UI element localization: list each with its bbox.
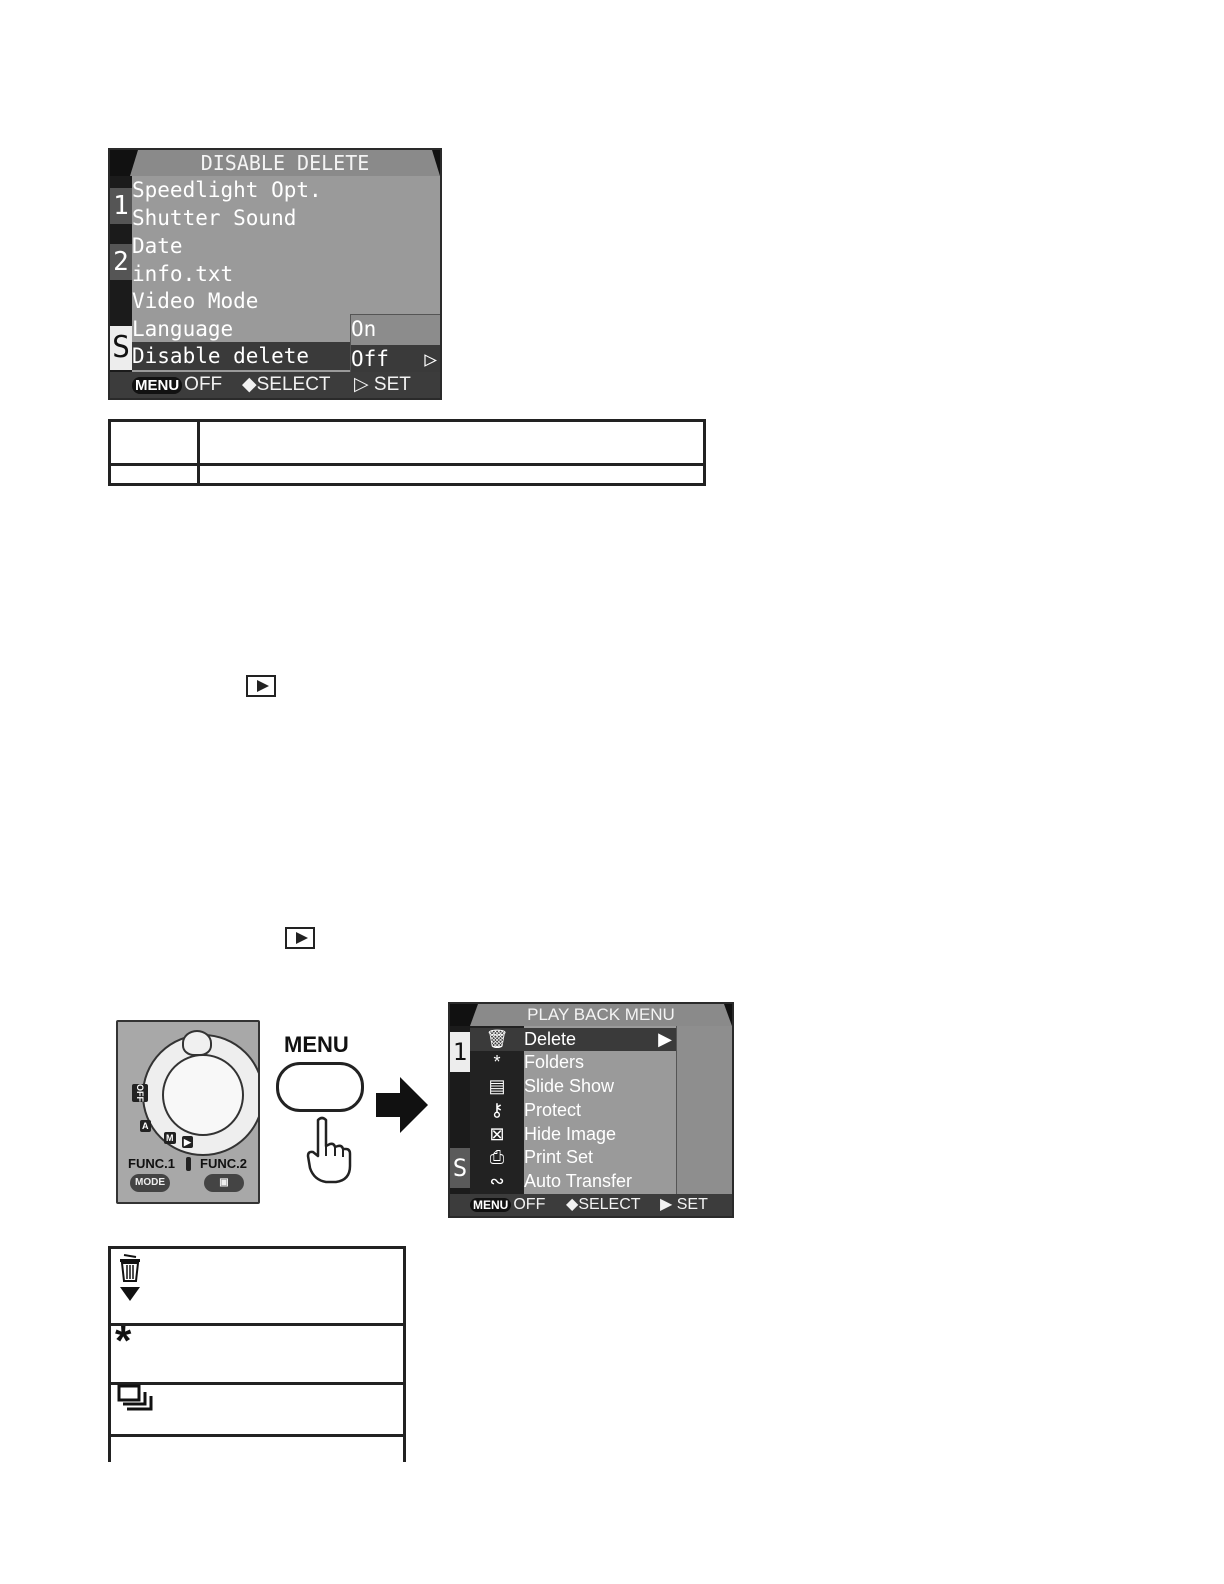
status-off: OFF [184, 374, 223, 395]
play-icon [285, 927, 315, 949]
folders-link[interactable] [157, 1343, 215, 1363]
status-set: SET [676, 1196, 708, 1213]
status-select: SELECT [256, 374, 331, 395]
menu-badge: MENU [132, 377, 182, 394]
menu-tabs [110, 176, 132, 372]
up-down-icon: ◆ [242, 374, 257, 395]
tab-1[interactable]: 1 [450, 1032, 470, 1072]
dial-mark-off: OFF [132, 1084, 148, 1102]
playback-menu-list [470, 1028, 676, 1194]
options-table [108, 419, 706, 486]
menu-item-language[interactable]: Language [132, 317, 234, 341]
menu-button[interactable] [276, 1062, 364, 1112]
menu-item-print-set[interactable] [470, 1146, 676, 1169]
menu-item-label: Slide Show [524, 1076, 615, 1096]
menu-item-label: Delete [524, 1029, 577, 1049]
menu-item-label: Auto Transfer [524, 1171, 633, 1191]
menu-item-slide-show[interactable] [470, 1075, 676, 1098]
option-popup [350, 314, 441, 373]
dial-mark-auto: A [142, 1121, 149, 1131]
func1-label: FUNC.1 [128, 1156, 175, 1171]
hand-pointer-icon [306, 1116, 352, 1184]
mode-dial-panel [116, 1020, 260, 1204]
slideshow-icon [117, 1384, 153, 1412]
up-down-icon: ◆ [566, 1196, 579, 1213]
asterisk-icon: * [115, 1317, 132, 1364]
right-triangle-icon: ▷ [354, 374, 374, 395]
hide-image-icon: ⊠ [489, 1124, 505, 1144]
playback-options-table [108, 1246, 406, 1462]
table-row [111, 1382, 403, 1437]
mode-button[interactable]: MODE [130, 1174, 170, 1192]
page-link[interactable] [126, 1538, 266, 1558]
right-triangle-icon: ▶ [660, 1196, 677, 1213]
menu-item-video-mode[interactable]: Video Mode [132, 289, 259, 313]
func-divider [186, 1157, 191, 1171]
setup-menu-screen [108, 148, 442, 400]
trash-icon: 🗑 [485, 1029, 509, 1049]
menu-item-delete[interactable] [470, 1028, 676, 1051]
option-off-label: Off [351, 347, 389, 371]
status-set: SET [373, 374, 411, 395]
print-icon: ⎙ [489, 1147, 505, 1167]
tab-setup[interactable]: S [450, 1148, 470, 1188]
exposure-comp-button[interactable]: ▣ [204, 1174, 244, 1192]
delete-link[interactable] [153, 1281, 205, 1301]
tab-2[interactable]: 2 [110, 244, 132, 280]
tab-setup[interactable]: S [110, 326, 132, 370]
table-cell [199, 421, 705, 465]
arrow-right-icon [376, 1075, 428, 1135]
menu-item-date[interactable]: Date [132, 234, 183, 258]
menu-badge: MENU [470, 1198, 511, 1212]
key-icon: ⚷ [490, 1100, 504, 1120]
menu-item-protect[interactable] [470, 1099, 676, 1122]
status-bar [450, 1194, 732, 1216]
option-off[interactable] [351, 345, 441, 373]
asterisk-icon: * [493, 1052, 501, 1072]
menu-item-disable-delete[interactable]: Disable delete [132, 342, 440, 370]
menu-item-label: Protect [524, 1100, 582, 1120]
menu-item-hide-image[interactable] [470, 1123, 676, 1146]
table-row [111, 1435, 403, 1465]
mode-dial[interactable] [142, 1034, 260, 1156]
screen-title-bar [450, 1004, 732, 1026]
right-triangle-icon: ▷ [424, 347, 437, 371]
screen-title-bar [110, 150, 440, 176]
option-on[interactable]: On [351, 317, 377, 341]
dial-center [162, 1054, 244, 1136]
transfer-icon: ∾ [489, 1171, 505, 1191]
table-row [111, 1317, 403, 1385]
right-pane [676, 1026, 733, 1194]
tab-1[interactable]: 1 [110, 188, 132, 224]
table-cell [199, 465, 705, 485]
dial-notch [182, 1030, 212, 1056]
menu-tabs [450, 1026, 470, 1194]
menu-item-label: Print Set [524, 1147, 594, 1167]
table-row [110, 465, 705, 485]
table-row [111, 1249, 403, 1326]
table-cell [110, 465, 199, 485]
menu-item-label: Folders [524, 1052, 585, 1072]
status-bar [110, 372, 440, 398]
status-off: OFF [513, 1196, 546, 1213]
dial-mark-manual: M [166, 1133, 174, 1143]
slideshow-icon: ▤ [488, 1076, 506, 1096]
status-select: SELECT [578, 1196, 641, 1213]
menu-button-label: MENU [284, 1032, 349, 1057]
menu-item-label: Hide Image [524, 1124, 617, 1144]
menu-item-shutter-sound[interactable]: Shutter Sound [132, 206, 297, 230]
menu-item-speedlight[interactable]: Speedlight Opt. [132, 178, 322, 202]
dial-mark-play: ▶ [184, 1137, 191, 1147]
table-row [110, 421, 705, 465]
right-triangle-icon: ▶ [658, 1029, 672, 1049]
table-cell [110, 421, 199, 465]
screen-title: PLAY BACK MENU [527, 1005, 675, 1024]
menu-item-info-txt[interactable]: info.txt [132, 262, 234, 286]
menu-item-folders[interactable] [470, 1051, 676, 1074]
trash-icon [115, 1251, 145, 1303]
slide-show-link[interactable] [165, 1398, 253, 1418]
play-icon [246, 675, 276, 697]
screen-title: DISABLE DELETE [200, 151, 370, 175]
playback-menu-screen [448, 1002, 734, 1218]
func2-label: FUNC.2 [200, 1156, 247, 1171]
menu-item-auto-transfer[interactable] [470, 1170, 676, 1193]
